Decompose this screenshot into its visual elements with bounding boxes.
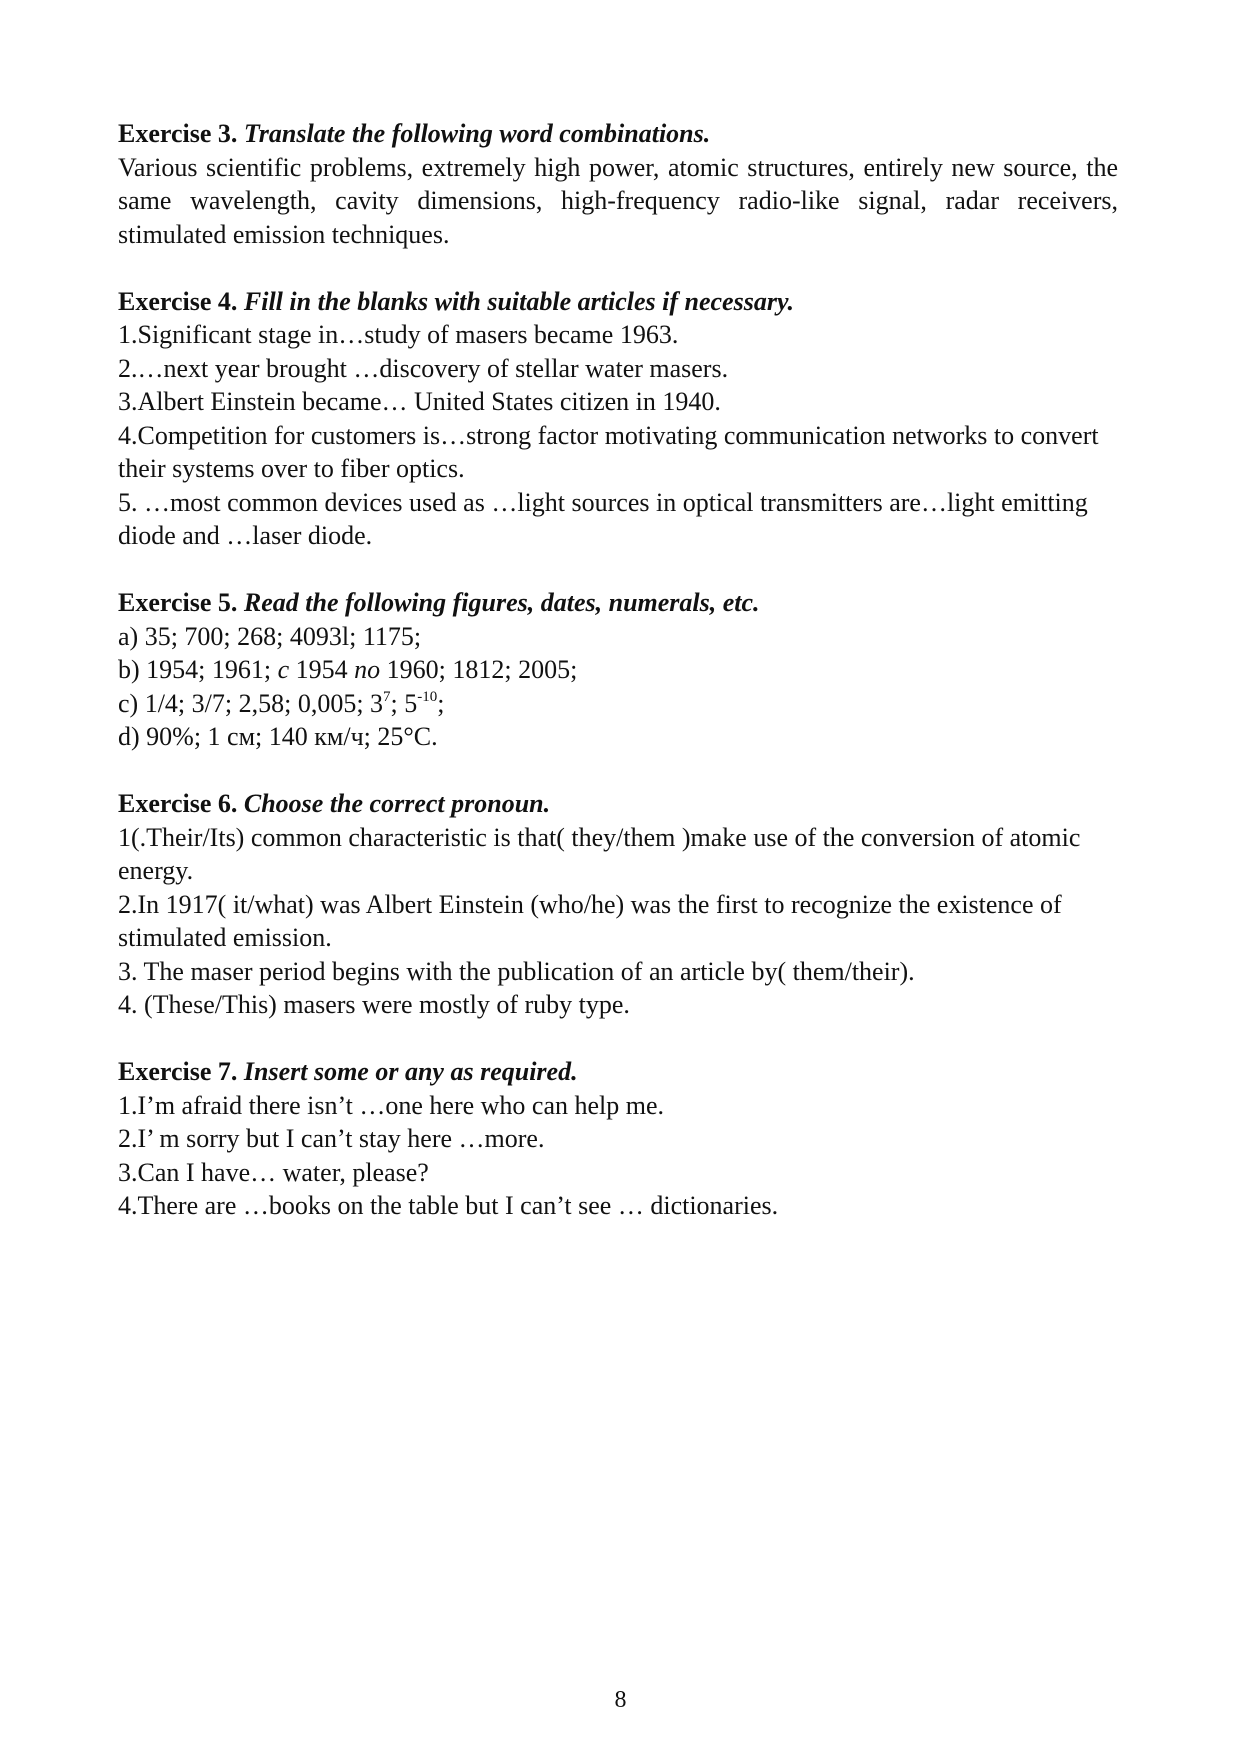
- list-item: 2.I’ m sorry but I can’t stay here …more.: [118, 1124, 545, 1153]
- exercise-7-heading: [118, 1055, 1118, 1089]
- exercise-label: Exercise 7.: [118, 1057, 238, 1086]
- list-item: 1.Significant stage in…study of masers became 1963.: [118, 320, 679, 349]
- list-item: 3. The maser period begins with the publication of an article by( them/their).: [118, 956, 915, 986]
- exercise-5-heading: [118, 586, 1118, 620]
- exercise-instruction: Translate the following word combinations.: [243, 119, 711, 148]
- list-item: 4. (These/This) masers were mostly of ruby type.: [118, 990, 630, 1019]
- list-item: 5. …most common devices used as …light sources in optical transmitters are…light emitting diode and …laser diode.: [118, 487, 1088, 550]
- item-b-from: с: [277, 655, 290, 684]
- exercise-label: Exercise 3.: [118, 119, 238, 148]
- exercise-3-paragraph: Various scientific problems, extremely high power, atomic structures, entirely new source, the same wavelength, cavity dimensions, high-frequency radio-like signal, radar receivers, stimulated emission techniques.: [118, 152, 1118, 249]
- list-item: 3.Can I have… water, please?: [118, 1157, 429, 1187]
- item-c-mid: ; 5: [390, 688, 418, 718]
- exercise-7: [118, 1055, 1118, 1223]
- exercise-instruction: Insert some or any as required.: [243, 1057, 578, 1086]
- list-item: 2.In 1917( it/what) was Albert Einstein (who/he) was the first to recognize the existence of stimulated emission.: [118, 889, 1062, 952]
- list-item: 1.I’m afraid there isn’t …one here who can help me.: [118, 1090, 665, 1120]
- list-item-d: d) 90%; 1 см; 140 км/ч; 25°C.: [118, 722, 438, 751]
- exercise-4: [118, 285, 1118, 553]
- item-b-to: по: [354, 655, 381, 684]
- list-item-a: a) 35; 700; 268; 4093l; 1175;: [118, 621, 422, 651]
- superscript: 7: [383, 688, 391, 705]
- list-item: 4.Competition for customers is…strong factor motivating communication networks to convert their systems over to fiber optics.: [118, 420, 1099, 483]
- page-content: [118, 117, 1118, 1256]
- exercise-label: Exercise 5.: [118, 588, 238, 617]
- exercise-3-heading: [118, 117, 1118, 151]
- exercise-6: [118, 787, 1118, 1022]
- exercise-instruction: Choose the correct pronoun.: [243, 789, 551, 818]
- list-item: 3.Albert Einstein became… United States citizen in 1940.: [118, 387, 721, 416]
- list-item-c: [118, 687, 1118, 721]
- exercise-6-heading: [118, 787, 1118, 821]
- item-c-start: c) 1/4; 3/7; 2,58; 0,005; 3: [118, 688, 384, 718]
- page-number: 8: [614, 1687, 627, 1713]
- list-item: 1(.Their/Its) common characteristic is that( they/them )make use of the conversion of atomic energy.: [118, 822, 1081, 885]
- list-item: 2.…next year brought …discovery of stellar water masers.: [118, 353, 729, 383]
- exercise-5: [118, 586, 1118, 754]
- item-b-mid: 1954: [295, 655, 348, 684]
- item-b-start: b) 1954; 1961;: [118, 655, 272, 684]
- exercise-label: Exercise 4.: [118, 286, 238, 316]
- exercise-3: [118, 117, 1118, 251]
- superscript: -10: [417, 688, 438, 705]
- exercise-instruction: Fill in the blanks with suitable articles if necessary.: [243, 286, 795, 316]
- item-c-end: ;: [437, 688, 445, 718]
- exercise-4-heading: [118, 285, 1118, 319]
- item-b-end: 1960; 1812; 2005;: [386, 655, 578, 684]
- list-item: 4.There are …books on the table but I can’t see … dictionaries.: [118, 1191, 779, 1220]
- exercise-label: Exercise 6.: [118, 789, 238, 818]
- list-item-b: [118, 653, 1118, 687]
- exercise-instruction: Read the following figures, dates, numerals, etc.: [243, 588, 760, 617]
